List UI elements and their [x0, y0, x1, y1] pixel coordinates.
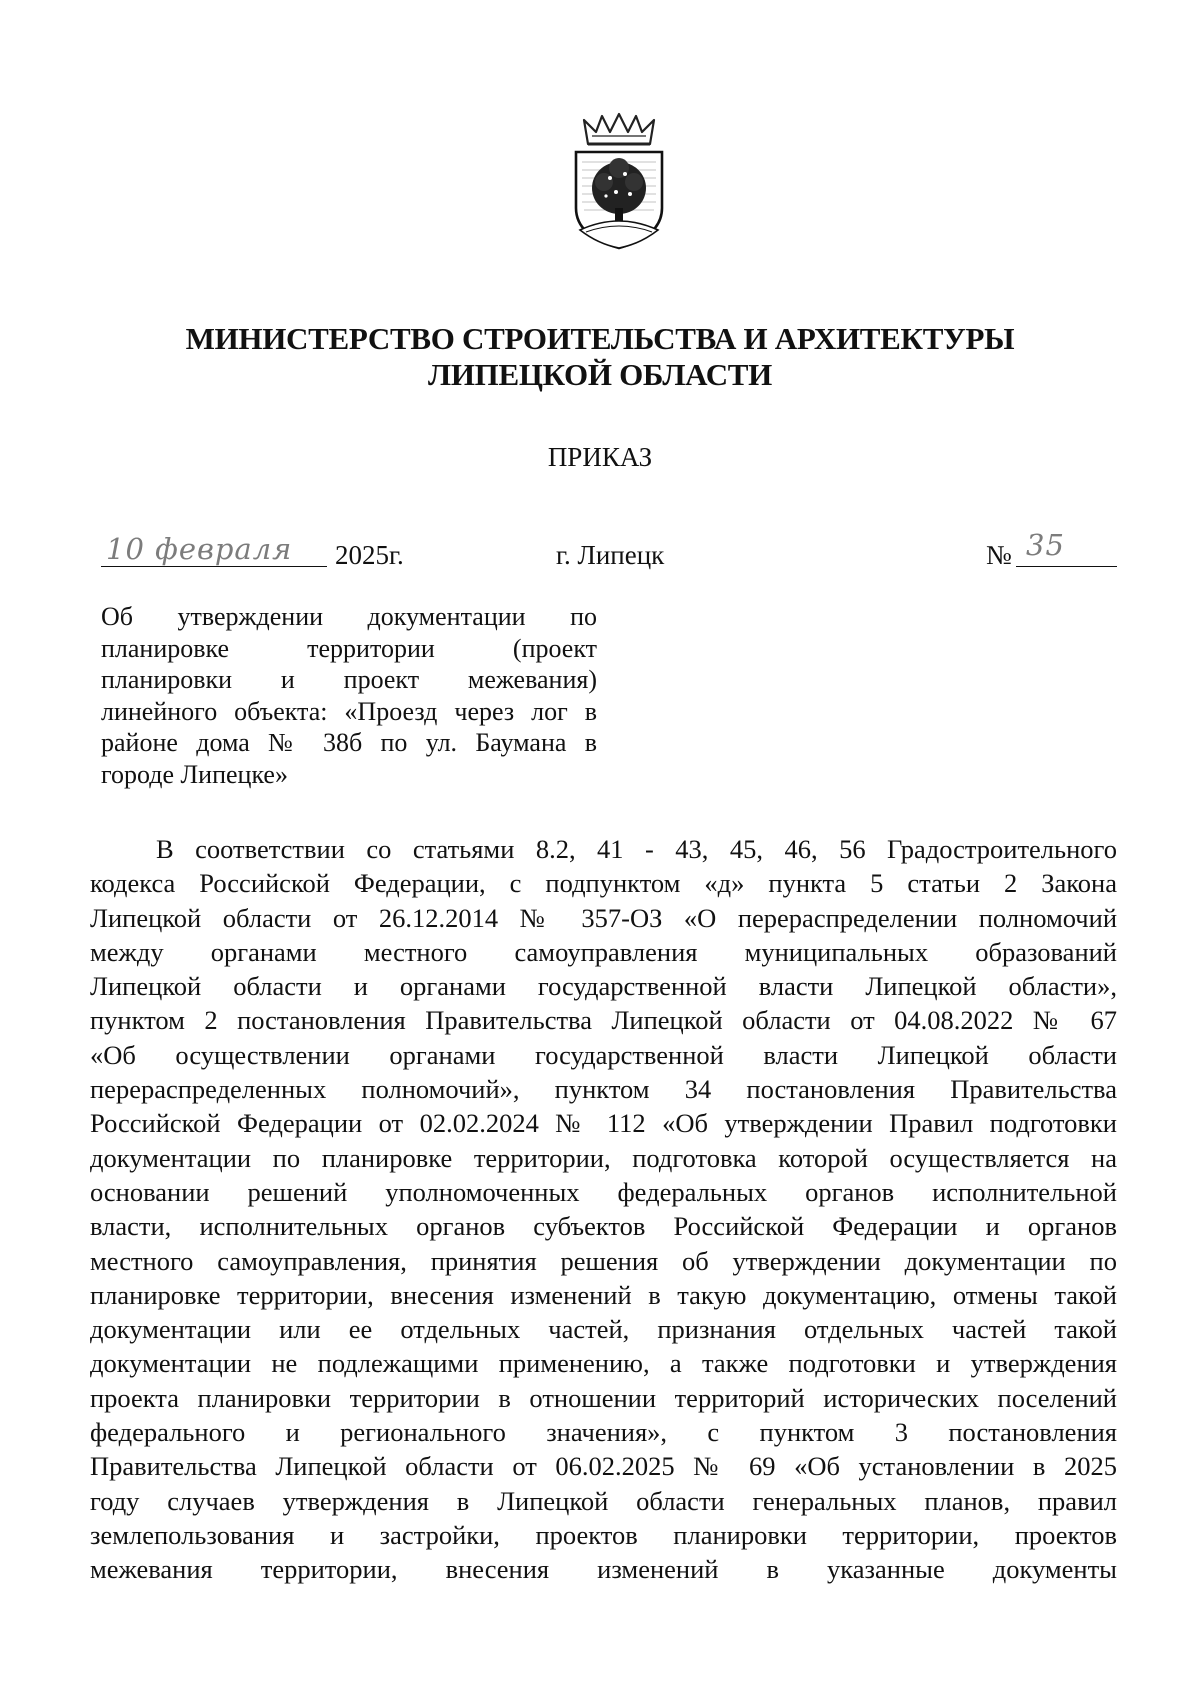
body-line: кодекса Российской Федерации, с подпунктом «д» пункта 5 статьи 2 Закона — [90, 868, 1117, 899]
subject-line: планировке территории (проект — [101, 633, 597, 663]
body-line: проекта планировки территории в отношении территорий исторических поселений — [90, 1382, 1117, 1413]
body-line: Правительства Липецкой области от 06.02.2025 № 69 «Об установлении в 2025 — [90, 1451, 1117, 1482]
subject-line: Об утверждении документации по — [101, 602, 597, 631]
body-line: федерального и регионального значения», с пунктом 3 постановления — [90, 1417, 1117, 1448]
body-line: власти, исполнительных органов субъектов Российской Федерации и органов — [90, 1211, 1117, 1242]
document-city: г. Липецк — [556, 540, 665, 570]
coat-of-arms-icon — [570, 112, 668, 252]
date-number-line — [0, 528, 1200, 590]
date-underline — [101, 566, 327, 567]
order-body-text — [90, 832, 1117, 1587]
body-line: перераспределенных полномочий», пунктом 34 постановления Правительства — [90, 1074, 1117, 1105]
document-year: 2025г. — [335, 540, 404, 570]
order-subject — [101, 601, 597, 790]
body-line: между органами местного самоуправления муниципальных образований — [90, 936, 1117, 967]
body-line: основании решений уполномоченных федеральных органов исполнительной — [90, 1176, 1117, 1207]
ministry-name-line2: ЛИПЕЦКОЙ ОБЛАСТИ — [428, 357, 772, 392]
body-line: землепользования и застройки, проектов планировки территории, проектов — [90, 1519, 1117, 1550]
body-line: документации по планировке территории, подготовка которой осуществляется на — [90, 1142, 1117, 1173]
body-line: местного самоуправления, принятия решения об утверждении документации по — [90, 1245, 1117, 1276]
body-line: «Об осуществлении органами государственной власти Липецкой области — [90, 1039, 1117, 1070]
handwritten-date: 10 февраля — [106, 532, 293, 566]
subject-line: линейного объекта: «Проезд через лог в — [101, 696, 597, 726]
body-line: Липецкой области от 26.12.2014 № 357-ОЗ «О перераспределении полномочий — [90, 902, 1117, 933]
number-underline — [1016, 566, 1117, 567]
body-line: планировке территории, внесения изменений в такую документацию, отмены такой — [90, 1279, 1117, 1310]
body-line: В соответствии со статьями 8.2, 41 - 43, 45, 46, 56 Градостроительного — [156, 834, 1117, 864]
subject-line: районе дома № 38б по ул. Баумана в — [101, 728, 597, 757]
number-label: № — [986, 540, 1012, 570]
body-line: документации или ее отдельных частей, признания отдельных частей такой — [90, 1314, 1117, 1345]
subject-line: городе Липецке» — [101, 759, 288, 789]
ministry-name-line1: МИНИСТЕРСТВО СТРОИТЕЛЬСТВА И АРХИТЕКТУРЫ — [185, 321, 1015, 356]
body-line: Российской Федерации от 02.02.2024 № 112 «Об утверждении Правил подготовки — [90, 1108, 1117, 1139]
body-line: межевания территории, внесения изменений в указанные документы — [90, 1554, 1117, 1585]
body-line: году случаев утверждения в Липецкой области генеральных планов, правил — [90, 1485, 1117, 1516]
body-line: пунктом 2 постановления Правительства Липецкой области от 04.08.2022 № 67 — [90, 1005, 1117, 1036]
body-line: Липецкой области и органами государственной власти Липецкой области», — [90, 971, 1117, 1002]
handwritten-number: 35 — [1026, 528, 1065, 562]
subject-line: планировки и проект межевания) — [101, 665, 597, 694]
document-type-title: ПРИКАЗ — [547, 442, 653, 472]
body-line: документации не подлежащими применению, а также подготовки и утверждения — [90, 1348, 1117, 1379]
